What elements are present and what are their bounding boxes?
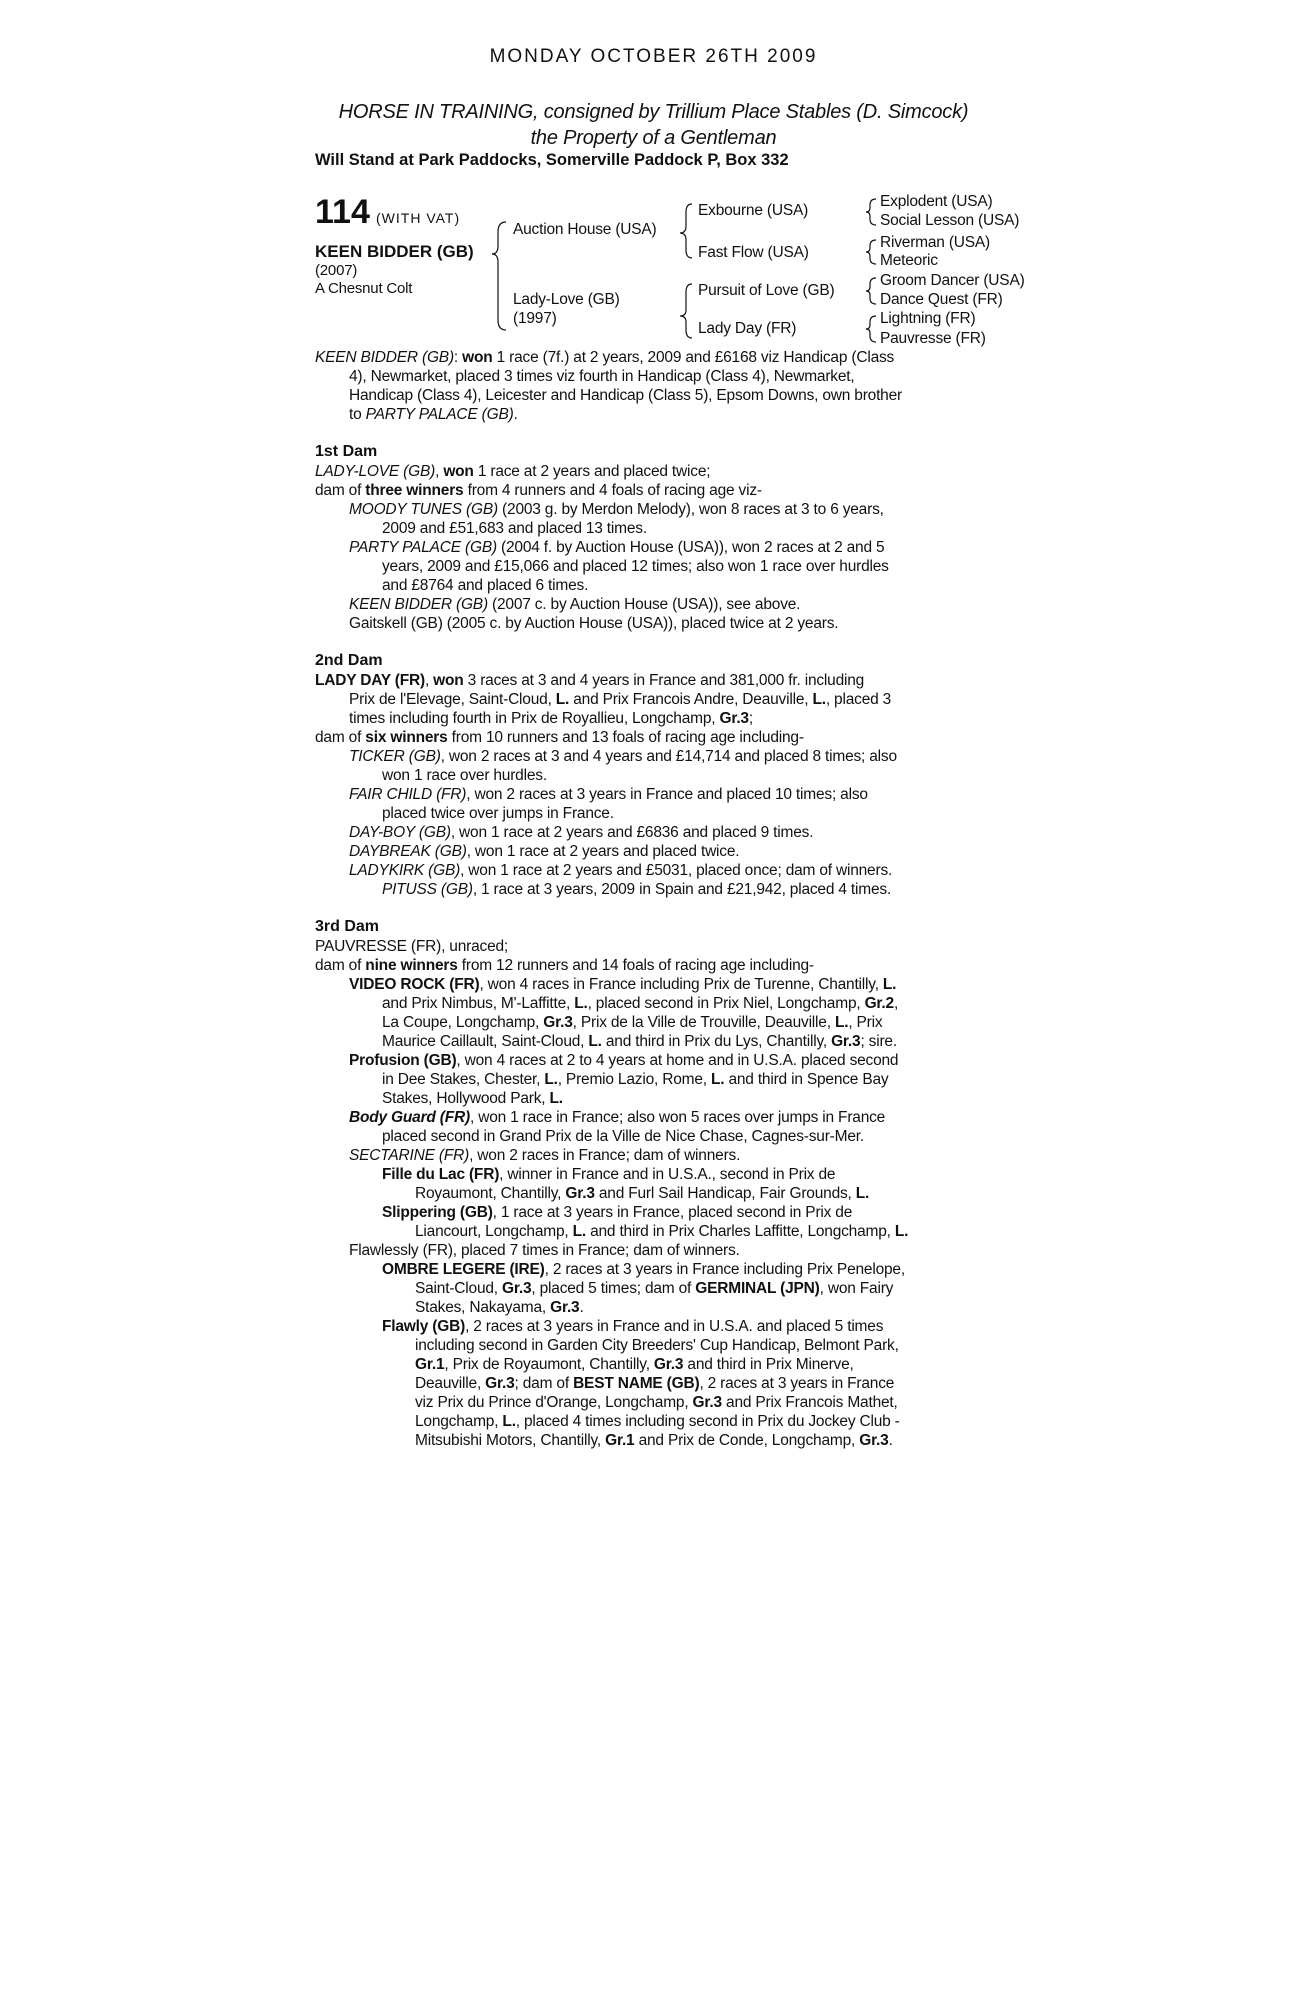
dam1-line: Gaitskell (GB) (2005 c. by Auction House (USA)), placed twice at 2 years. (349, 615, 839, 632)
dam2-line: dam of six winners from 10 runners and 13 foals of racing age including- (315, 729, 804, 746)
dam2-line: FAIR CHILD (FR), won 2 races at 3 years in France and placed 10 times; also (349, 786, 868, 803)
dam2-line: Prix de l'Elevage, Saint-Cloud, L. and Prix Francois Andre, Deauville, L., placed 3 (349, 691, 892, 708)
ggp-5: Groom Dancer (USA) (880, 272, 1025, 289)
dam3-line: PAUVRESSE (FR), unraced; (315, 938, 509, 955)
dam1-line: years, 2009 and £15,066 and placed 12 times; also won 1 race over hurdles (382, 558, 889, 575)
section-heading-3rd-dam: 3rd Dam (315, 918, 380, 935)
dam2-line: LADYKIRK (GB), won 1 race at 2 years and £5031, placed once; dam of winners. (349, 862, 893, 879)
dam3-line: in Dee Stakes, Chester, L., Premio Lazio, Rome, L. and third in Spence Bay (382, 1071, 889, 1088)
dam-sire: Pursuit of Love (GB) (698, 282, 835, 299)
dam3-line: Profusion (GB), won 4 races at 2 to 4 years at home and in U.S.A. placed second (349, 1052, 899, 1069)
sire-dam: Fast Flow (USA) (698, 244, 809, 261)
dam-name: Lady-Love (GB) (513, 291, 620, 308)
bracket-g4 (866, 316, 876, 342)
dam3-line: placed second in Grand Prix de la Ville de Nice Chase, Cagnes-sur-Mer. (382, 1128, 864, 1145)
dam3-line: Stakes, Hollywood Park, L. (382, 1090, 563, 1107)
bracket-sire (680, 204, 692, 258)
dam3-line: Liancourt, Longchamp, L. and third in Prix Charles Laffitte, Longchamp, L. (415, 1223, 909, 1240)
section-heading-1st-dam: 1st Dam (315, 443, 378, 460)
dam3-line: Saint-Cloud, Gr.3, placed 5 times; dam of GERMINAL (JPN), won Fairy (415, 1280, 894, 1297)
dam1-line: MOODY TUNES (GB) (2003 g. by Merdon Melody), won 8 races at 3 to 6 years, (349, 501, 884, 518)
dam2-line: won 1 race over hurdles. (382, 767, 547, 784)
dam-year: (1997) (513, 310, 557, 327)
dam1-line: 2009 and £51,683 and placed 13 times. (382, 520, 647, 537)
dam2-line: LADY DAY (FR), won 3 races at 3 and 4 years in France and 381,000 fr. including (315, 672, 865, 689)
section-heading-2nd-dam: 2nd Dam (315, 652, 383, 669)
dam3-line: Body Guard (FR), won 1 race in France; also won 5 races over jumps in France (349, 1109, 886, 1126)
dam2-line: TICKER (GB), won 2 races at 3 and 4 years and £14,714 and placed 8 times; also (349, 748, 897, 765)
dam2-line: times including fourth in Prix de Royallieu, Longchamp, Gr.3; (349, 710, 753, 727)
ggp-1: Explodent (USA) (880, 193, 993, 210)
summary-line: 4), Newmarket, placed 3 times viz fourth in Handicap (Class 4), Newmarket, (349, 368, 855, 385)
sire: Auction House (USA) (513, 221, 657, 238)
ggp-4: Meteoric (880, 252, 938, 269)
dam3-line: Slippering (GB), 1 race at 3 years in France, placed second in Prix de (382, 1204, 853, 1221)
stand-location: Will Stand at Park Paddocks, Somerville Paddock P, Box 332 (315, 151, 789, 169)
dam1-line: and £8764 and placed 6 times. (382, 577, 589, 594)
lot-subtitle: the Property of a Gentleman (530, 127, 777, 149)
summary-line: to PARTY PALACE (GB). (349, 406, 518, 423)
dam3-line: including second in Garden City Breeders' Cup Handicap, Belmont Park, (415, 1337, 899, 1354)
bracket-g1 (866, 199, 876, 225)
dam3-line: Maurice Caillault, Saint-Cloud, L. and third in Prix du Lys, Chantilly, Gr.3; sire. (382, 1033, 897, 1050)
dam3-line: Stakes, Nakayama, Gr.3. (415, 1299, 584, 1316)
dam2-line: DAYBREAK (GB), won 1 race at 2 years and placed twice. (349, 843, 740, 860)
dam2-line: placed twice over jumps in France. (382, 805, 614, 822)
dam2-line: DAY-BOY (GB), won 1 race at 2 years and £6836 and placed 9 times. (349, 824, 814, 841)
horse-ref: KEEN BIDDER (GB) (315, 349, 454, 366)
dam3-line: Royaumont, Chantilly, Gr.3 and Furl Sail Handicap, Fair Grounds, L. (415, 1185, 870, 1202)
dam3-line: Mitsubishi Motors, Chantilly, Gr.1 and Prix de Conde, Longchamp, Gr.3. (415, 1432, 893, 1449)
dam3-line: Flawly (GB), 2 races at 3 years in France and in U.S.A. and placed 5 times (382, 1318, 884, 1335)
lot-number: 114 (315, 193, 370, 231)
dam3-line: Longchamp, L., placed 4 times including second in Prix du Jockey Club - (415, 1413, 900, 1430)
horse-description: A Chesnut Colt (315, 280, 413, 297)
ggp-3: Riverman (USA) (880, 234, 991, 251)
dam3-line: dam of nine winners from 12 runners and 14 foals of racing age including- (315, 957, 814, 974)
bracket-g3 (866, 278, 876, 304)
dam3-line: Flawlessly (FR), placed 7 times in France; dam of winners. (349, 1242, 740, 1259)
bracket-g2 (866, 240, 876, 264)
horse-year: (2007) (315, 262, 358, 279)
dam-dam: Lady Day (FR) (698, 320, 797, 337)
vat-label: (WITH VAT) (376, 210, 461, 226)
horse-name: KEEN BIDDER (GB) (315, 242, 474, 261)
bracket-main (492, 222, 506, 330)
summary-line: KEEN BIDDER (GB): won 1 race (7f.) at 2 years, 2009 and £6168 viz Handicap (Class (315, 349, 895, 366)
sire-sire: Exbourne (USA) (698, 202, 809, 219)
ggp-6: Dance Quest (FR) (880, 291, 1003, 308)
dam1-line: KEEN BIDDER (GB) (2007 c. by Auction House (USA)), see above. (349, 596, 801, 613)
lot-title: HORSE IN TRAINING, consigned by Trillium Place Stables (D. Simcock) (338, 101, 969, 123)
dam3-line: OMBRE LEGERE (IRE), 2 races at 3 years in France including Prix Penelope, (382, 1261, 905, 1278)
dam3-line: VIDEO ROCK (FR), won 4 races in France including Prix de Turenne, Chantilly, L. (349, 976, 897, 993)
dam1-line: dam of three winners from 4 runners and 4 foals of racing age viz- (315, 482, 762, 499)
bracket-dam (680, 284, 692, 338)
dam3-line: Gr.1, Prix de Royaumont, Chantilly, Gr.3 and third in Prix Minerve, (415, 1356, 854, 1373)
dam1-line: LADY-LOVE (GB), won 1 race at 2 years and placed twice; (315, 463, 711, 480)
ggp-8: Pauvresse (FR) (880, 330, 986, 347)
dam1-line: PARTY PALACE (GB) (2004 f. by Auction House (USA)), won 2 races at 2 and 5 (349, 539, 885, 556)
dam3-line: La Coupe, Longchamp, Gr.3, Prix de la Ville de Trouville, Deauville, L., Prix (382, 1014, 883, 1031)
dam3-line: and Prix Nimbus, M'-Laffitte, L., placed second in Prix Niel, Longchamp, Gr.2, (382, 995, 899, 1012)
summary-line: Handicap (Class 4), Leicester and Handicap (Class 5), Epsom Downs, own brother (349, 387, 902, 404)
dam3-line: Fille du Lac (FR), winner in France and in U.S.A., second in Prix de (382, 1166, 836, 1183)
ggp-2: Social Lesson (USA) (880, 212, 1020, 229)
ggp-7: Lightning (FR) (880, 310, 976, 327)
sale-date: MONDAY OCTOBER 26TH 2009 (489, 46, 818, 67)
dam2-line: PITUSS (GB), 1 race at 3 years, 2009 in Spain and £21,942, placed 4 times. (382, 881, 892, 898)
dam3-line: Deauville, Gr.3; dam of BEST NAME (GB), 2 races at 3 years in France (415, 1375, 895, 1392)
dam3-line: SECTARINE (FR), won 2 races in France; dam of winners. (349, 1147, 741, 1164)
dam3-line: viz Prix du Prince d'Orange, Longchamp, Gr.3 and Prix Francois Mathet, (415, 1394, 898, 1411)
